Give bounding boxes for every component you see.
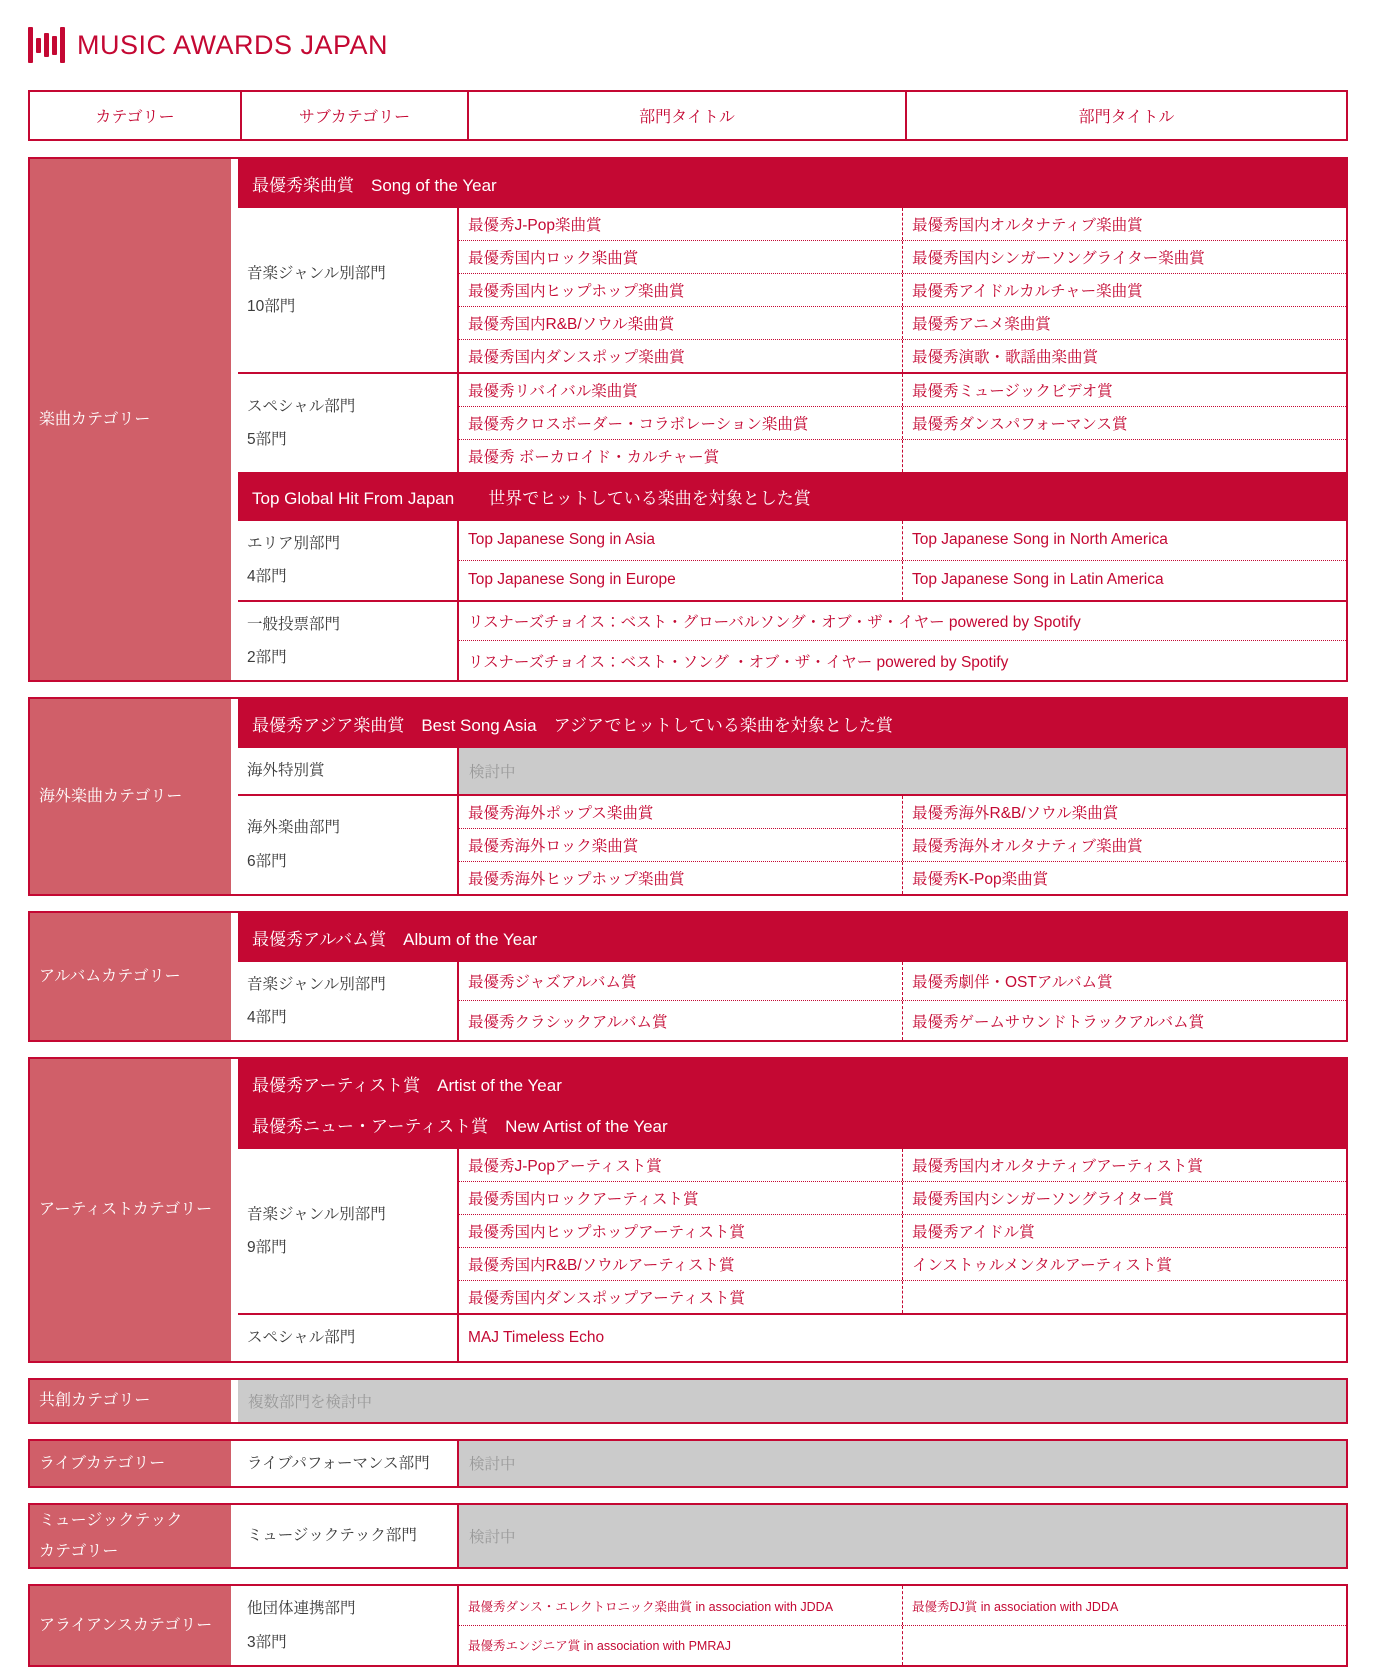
- category-cell-cocreation: 共創カテゴリー: [30, 1380, 231, 1422]
- award-title: 最優秀国内ヒップホップアーティスト賞: [459, 1215, 903, 1247]
- block-musictech: [238, 1505, 1346, 1567]
- award-row: [459, 208, 1346, 240]
- block-song-special: [238, 372, 1346, 472]
- award-row: [459, 560, 1346, 600]
- award-row: [459, 1586, 1346, 1625]
- award-title: 最優秀国内R&B/ソウル楽曲賞: [459, 307, 903, 339]
- award-title: リスナーズチョイス：ベスト・グローバルソング・オブ・ザ・イヤー powered by Spotify: [468, 614, 1081, 632]
- award-title: 最優秀海外ポップス楽曲賞: [459, 796, 903, 828]
- award-title: Top Japanese Song in North America: [912, 531, 1168, 549]
- status-under-consideration: 複数部門を検討中: [238, 1380, 1346, 1422]
- subcategory-cell: 一般投票部門 2部門: [238, 602, 459, 681]
- award-title: 最優秀アイドルカルチャー楽曲賞: [912, 283, 1143, 300]
- award-title: 最優秀海外R&B/ソウル楽曲賞: [912, 804, 1119, 822]
- category-cell-alliance: アライアンスカテゴリー: [30, 1586, 231, 1665]
- award-title: 最優秀国内シンガーソングライター楽曲賞: [912, 250, 1205, 267]
- banner-song-of-the-year: 最優秀楽曲賞 Song of the Year: [238, 159, 1346, 208]
- award-row: [459, 374, 1346, 406]
- section-musictech-category: [28, 1503, 1348, 1569]
- block-overseas-genre: [238, 794, 1346, 894]
- category-cell-song: 楽曲カテゴリー: [30, 159, 231, 680]
- award-title: 最優秀海外ヒップホップ楽曲賞: [459, 862, 903, 894]
- section-cocreation-category: [28, 1378, 1348, 1424]
- award-title-empty: [903, 440, 1346, 472]
- award-row: [459, 796, 1346, 828]
- subcategory-cell: エリア別部門 4部門: [238, 521, 459, 600]
- banner-best-song-asia: 最優秀アジア楽曲賞 Best Song Asia アジアでヒットしている楽曲を対象とした賞: [238, 699, 1346, 748]
- status-under-consideration: 検討中: [459, 1441, 1346, 1486]
- award-title: 最優秀エンジニア賞 in association with PMRAJ: [459, 1626, 903, 1665]
- block-song-genre: [238, 208, 1346, 372]
- award-row: [459, 439, 1346, 472]
- banner-top-global-hit: Top Global Hit From Japan 世界でヒットしている楽曲を対象とした賞: [238, 472, 1346, 521]
- award-title: 最優秀劇伴・OSTアルバム賞: [912, 973, 1113, 991]
- subcategory-cell: ミュージックテック部門: [238, 1505, 459, 1567]
- award-title: 最優秀海外ロック楽曲賞: [459, 829, 903, 861]
- table-header-row: [28, 90, 1348, 141]
- award-row: [459, 1280, 1346, 1313]
- status-under-consideration: 検討中: [459, 748, 1346, 793]
- subcategory-cell: ライブパフォーマンス部門: [238, 1441, 459, 1486]
- award-title: 最優秀ジャズアルバム賞: [459, 962, 903, 1001]
- status-under-consideration: 検討中: [459, 1505, 1346, 1567]
- logo: [28, 22, 1348, 68]
- header-category: カテゴリー: [95, 109, 175, 126]
- subcategory-cell: 音楽ジャンル別部門 9部門: [238, 1149, 459, 1313]
- award-title: 最優秀ダンス・エレクトロニック楽曲賞 in association with JDDA: [459, 1586, 903, 1625]
- category-divider: [231, 1059, 238, 1360]
- subcategory-cell: スペシャル部門: [238, 1315, 459, 1360]
- category-divider: [231, 1505, 238, 1567]
- category-cell-musictech: ミュージックテック カテゴリー: [30, 1505, 231, 1567]
- award-row: [459, 1149, 1346, 1181]
- block-alliance: [238, 1586, 1346, 1665]
- award-title: 最優秀国内ロックアーティスト賞: [459, 1182, 903, 1214]
- award-title: 最優秀国内ダンスポップアーティスト賞: [459, 1281, 903, 1313]
- category-divider: [231, 159, 238, 680]
- section-alliance-category: [28, 1584, 1348, 1667]
- award-title: 最優秀ダンスパフォーマンス賞: [912, 416, 1128, 433]
- award-title: 最優秀クラシックアルバム賞: [459, 1001, 903, 1040]
- award-title: 最優秀国内シンガーソングライター賞: [912, 1191, 1174, 1209]
- award-title: 最優秀アイドル賞: [912, 1224, 1035, 1242]
- section-artist-category: [28, 1057, 1348, 1362]
- block-song-voting: [238, 600, 1346, 681]
- award-row: [459, 1214, 1346, 1247]
- category-cell-artist: アーティストカテゴリー: [30, 1059, 231, 1360]
- award-row: [459, 1315, 1346, 1360]
- category-cell-live: ライブカテゴリー: [30, 1441, 231, 1486]
- awards-table: [28, 90, 1348, 1667]
- section-live-category: [28, 1439, 1348, 1488]
- award-title-empty: [903, 1626, 1346, 1665]
- award-title: 最優秀ミュージックビデオ賞: [912, 383, 1113, 400]
- banner-artist-of-the-year: 最優秀アーティスト賞 Artist of the Year 最優秀ニュー・アーティスト賞 New Artist of the Year: [238, 1059, 1346, 1149]
- award-title: 最優秀クロスボーダー・コラボレーション楽曲賞: [459, 407, 903, 439]
- award-row: [459, 640, 1346, 680]
- award-row: [459, 602, 1346, 641]
- award-title: 最優秀演歌・歌謡曲楽曲賞: [912, 349, 1099, 366]
- award-title: 最優秀国内ロック楽曲賞: [459, 241, 903, 273]
- category-divider: [231, 913, 238, 1041]
- logo-text: MUSIC AWARDS JAPAN: [77, 29, 389, 60]
- subcategory-cell: 音楽ジャンル別部門 4部門: [238, 962, 459, 1041]
- award-row: [459, 406, 1346, 439]
- award-row: [459, 962, 1346, 1001]
- award-title: MAJ Timeless Echo: [468, 1328, 605, 1346]
- award-row: [459, 828, 1346, 861]
- award-title: 最優秀国内R&B/ソウルアーティスト賞: [459, 1248, 903, 1280]
- award-row: [459, 306, 1346, 339]
- award-row: [459, 1000, 1346, 1040]
- subcategory-cell: 音楽ジャンル別部門 10部門: [238, 208, 459, 372]
- block-album-genre: [238, 962, 1346, 1041]
- header-subcategory: サブカテゴリー: [240, 92, 467, 139]
- section-song-category: [28, 157, 1348, 682]
- block-live: [238, 1441, 1346, 1486]
- award-title: 最優秀国内ヒップホップ楽曲賞: [459, 274, 903, 306]
- category-divider: [231, 1586, 238, 1665]
- award-title: 最優秀J-Pop楽曲賞: [459, 208, 903, 240]
- category-divider: [231, 1380, 238, 1422]
- award-title: Top Japanese Song in Asia: [459, 521, 903, 560]
- award-row: [459, 339, 1346, 372]
- award-row: [459, 861, 1346, 894]
- award-title: リスナーズチョイス：ベスト・ソング ・オブ・ザ・イヤー powered by Spotify: [468, 653, 1009, 671]
- award-title: 最優秀K-Pop楽曲賞: [912, 870, 1049, 888]
- subcategory-cell: スペシャル部門 5部門: [238, 374, 459, 472]
- award-title: 最優秀ゲームサウンドトラックアルバム賞: [912, 1013, 1205, 1031]
- subcategory-cell: 海外楽曲部門 6部門: [238, 796, 459, 894]
- block-overseas-special: [238, 748, 1346, 793]
- award-title: 最優秀国内オルタナティブアーティスト賞: [912, 1158, 1203, 1176]
- header-division-title-right: 部門タイトル: [905, 92, 1346, 139]
- subcategory-cell: 海外特別賞: [238, 748, 459, 793]
- section-album-category: [28, 911, 1348, 1043]
- award-title: 最優秀海外オルタナティブ楽曲賞: [912, 837, 1143, 855]
- award-row: [459, 273, 1346, 306]
- category-cell-overseas: 海外楽曲カテゴリー: [30, 699, 231, 893]
- block-artist-genre: [238, 1149, 1346, 1313]
- award-title: 最優秀DJ賞 in association with JDDA: [912, 1599, 1119, 1614]
- subcategory-cell: 他団体連携部門 3部門: [238, 1586, 459, 1665]
- section-overseas-song-category: [28, 697, 1348, 895]
- award-title: 最優秀国内オルタナティブ楽曲賞: [912, 217, 1143, 234]
- award-title: Top Japanese Song in Latin America: [912, 571, 1164, 589]
- award-title-empty: [903, 1281, 1346, 1313]
- award-title: インストゥルメンタルアーティスト賞: [912, 1257, 1172, 1275]
- block-artist-special: [238, 1313, 1346, 1360]
- award-title: 最優秀国内ダンスポップ楽曲賞: [459, 340, 903, 372]
- award-row: [459, 1181, 1346, 1214]
- header-division-title-left: 部門タイトル: [467, 92, 905, 139]
- award-title: 最優秀リバイバル楽曲賞: [459, 374, 903, 406]
- award-title: 最優秀J-Popアーティスト賞: [459, 1149, 903, 1181]
- award-title: 最優秀 ボーカロイド・カルチャー賞: [459, 440, 903, 472]
- award-row: [459, 1625, 1346, 1665]
- block-cocreation: [238, 1380, 1346, 1422]
- award-row: [459, 521, 1346, 560]
- award-row: [459, 1247, 1346, 1280]
- award-title: Top Japanese Song in Europe: [459, 561, 903, 600]
- category-divider: [231, 699, 238, 893]
- block-song-area: [238, 521, 1346, 600]
- category-cell-album: アルバムカテゴリー: [30, 913, 231, 1041]
- equalizer-bars-icon: [28, 24, 65, 66]
- award-title: 最優秀アニメ楽曲賞: [912, 316, 1051, 333]
- category-divider: [231, 1441, 238, 1486]
- banner-album-of-the-year: 最優秀アルバム賞 Album of the Year: [238, 913, 1346, 962]
- award-row: [459, 240, 1346, 273]
